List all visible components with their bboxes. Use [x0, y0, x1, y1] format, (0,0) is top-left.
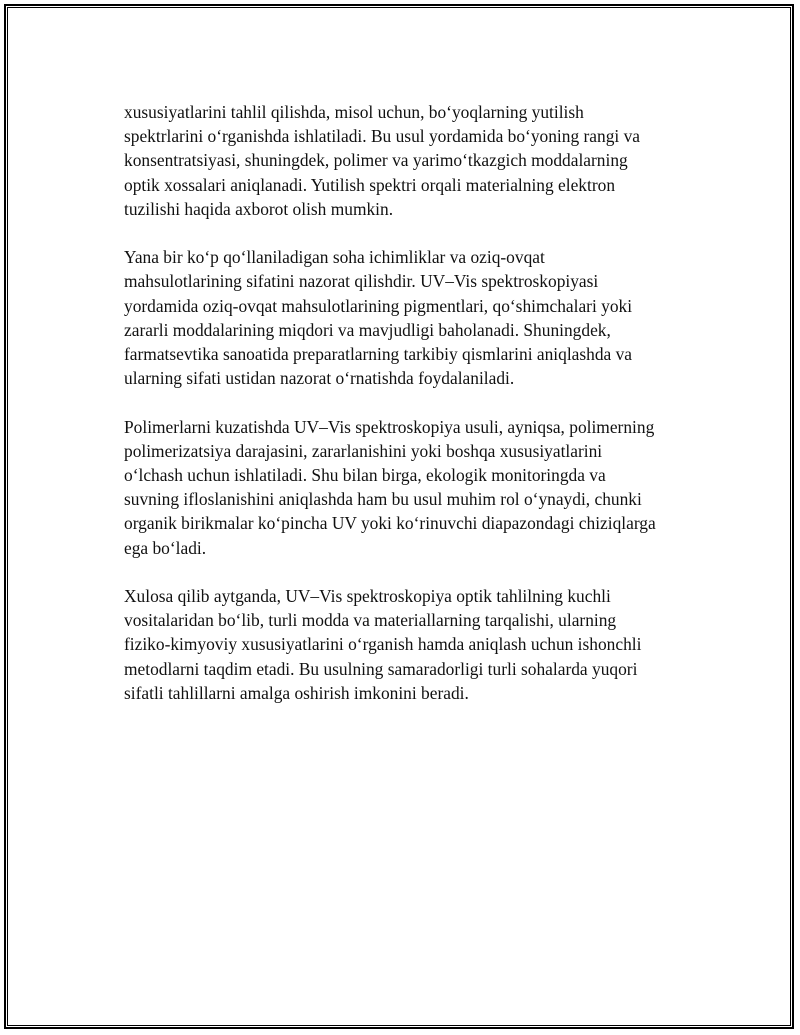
paragraph-1 — [124, 100, 704, 221]
paragraph-line: xususiyatlarini tahlil qilishda, misol uchun, bo‘yoqlarning yutilish — [124, 102, 584, 122]
paragraph-3 — [124, 415, 704, 560]
paragraph-line: o‘lchash uchun ishlatiladi. Shu bilan birga, ekologik monitoringda va — [124, 465, 606, 486]
page-border — [4, 4, 794, 1029]
paragraph-line: sifatli tahlillarni amalga oshirish imkonini beradi. — [124, 682, 469, 703]
paragraph-line: suvning ifloslanishini aniqlashda ham bu usul muhim rol o‘ynaydi, chunki — [124, 489, 642, 510]
paragraph-line: metodlarni taqdim etadi. Bu usulning samaradorligi turli sohalarda yuqori — [124, 658, 638, 679]
paragraph-4 — [124, 584, 704, 705]
paragraph-line: spektrlarini o‘rganishda ishlatiladi. Bu usul yordamida bo‘yoning rangi va — [124, 126, 640, 147]
paragraph-2 — [124, 245, 704, 390]
paragraph-line: farmatsevtika sanoatida preparatlarning tarkibiy qismlarini aniqlashda va — [124, 344, 633, 365]
paragraph-line: ega bo‘ladi. — [124, 537, 207, 558]
paragraph-line: fiziko-kimyoviy xususiyatlarini o‘rganish hamda aniqlash uchun ishonchli — [124, 634, 642, 655]
paragraph-line: optik xossalari aniqlanadi. Yutilish spektri orqali materialning elektron — [124, 174, 616, 195]
paragraph-line: Polimerlarni kuzatishda UV–Vis spektroskopiya usuli, ayniqsa, polimerning — [124, 416, 655, 437]
paragraph-line: tuzilishi haqida axborot olish mumkin. — [124, 198, 394, 219]
paragraph-line: polimerizatsiya darajasini, zararlanishini yoki boshqa xususiyatlarini — [124, 440, 603, 461]
paragraph-line: Yana bir ko‘p qo‘llaniladigan soha ichimliklar va oziq-ovqat — [124, 247, 545, 268]
paragraph-line: mahsulotlarining sifatini nazorat qilishdir. UV–Vis spektroskopiyasi — [124, 271, 599, 292]
paragraph-line: konsentratsiyasi, shuningdek, polimer va yarimo‘tkazgich moddalarning — [124, 150, 628, 171]
paragraph-line: zararli moddalarining miqdori va mavjudligi baholanadi. Shuningdek, — [124, 319, 611, 340]
paragraph-line: vositalaridan bo‘lib, turli modda va materiallarning tarqalishi, ularning — [124, 610, 617, 631]
paragraph-line: organik birikmalar ko‘pincha UV yoki ko‘rinuvchi diapazondagi chiziqlarga — [124, 513, 656, 534]
paragraph-line: Xulosa qilib aytganda, UV–Vis spektroskopiya optik tahlilning kuchli — [124, 586, 611, 607]
paragraph-line: ularning sifati ustidan nazorat o‘rnatishda foydalaniladi. — [124, 368, 515, 389]
document-body — [124, 100, 704, 729]
paragraph-line: yordamida oziq-ovqat mahsulotlarining pigmentlari, qo‘shimchalari yoki — [124, 295, 633, 316]
